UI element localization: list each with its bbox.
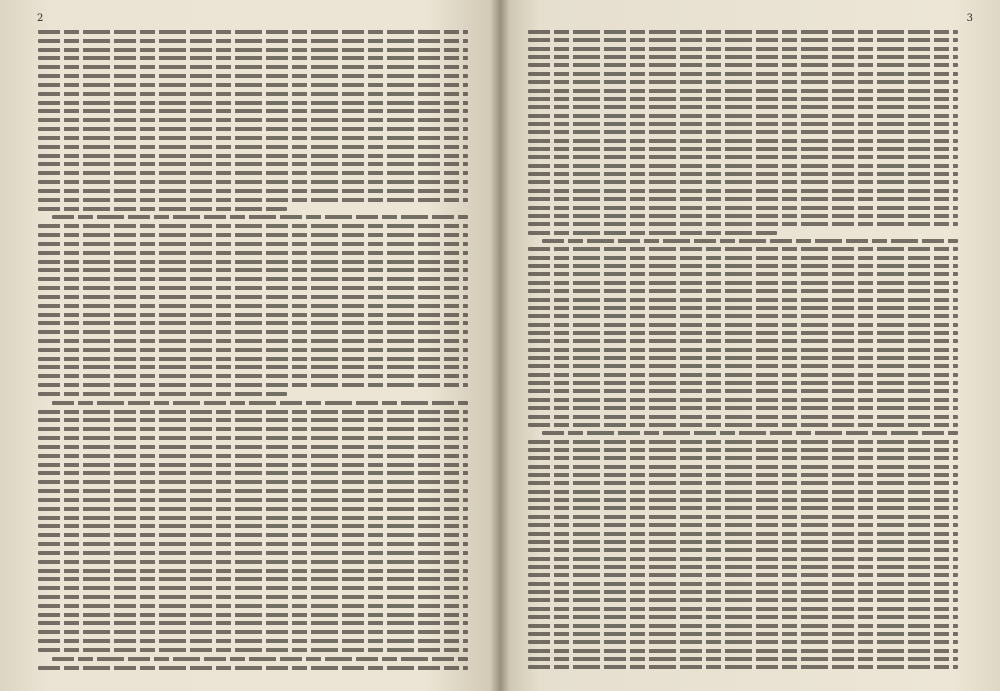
left-page-text-block [38, 30, 468, 670]
right-page [500, 0, 1000, 691]
right-page-text-block [528, 30, 958, 670]
page-number-left: 2 [37, 13, 44, 24]
page-number-right: 3 [966, 13, 973, 24]
